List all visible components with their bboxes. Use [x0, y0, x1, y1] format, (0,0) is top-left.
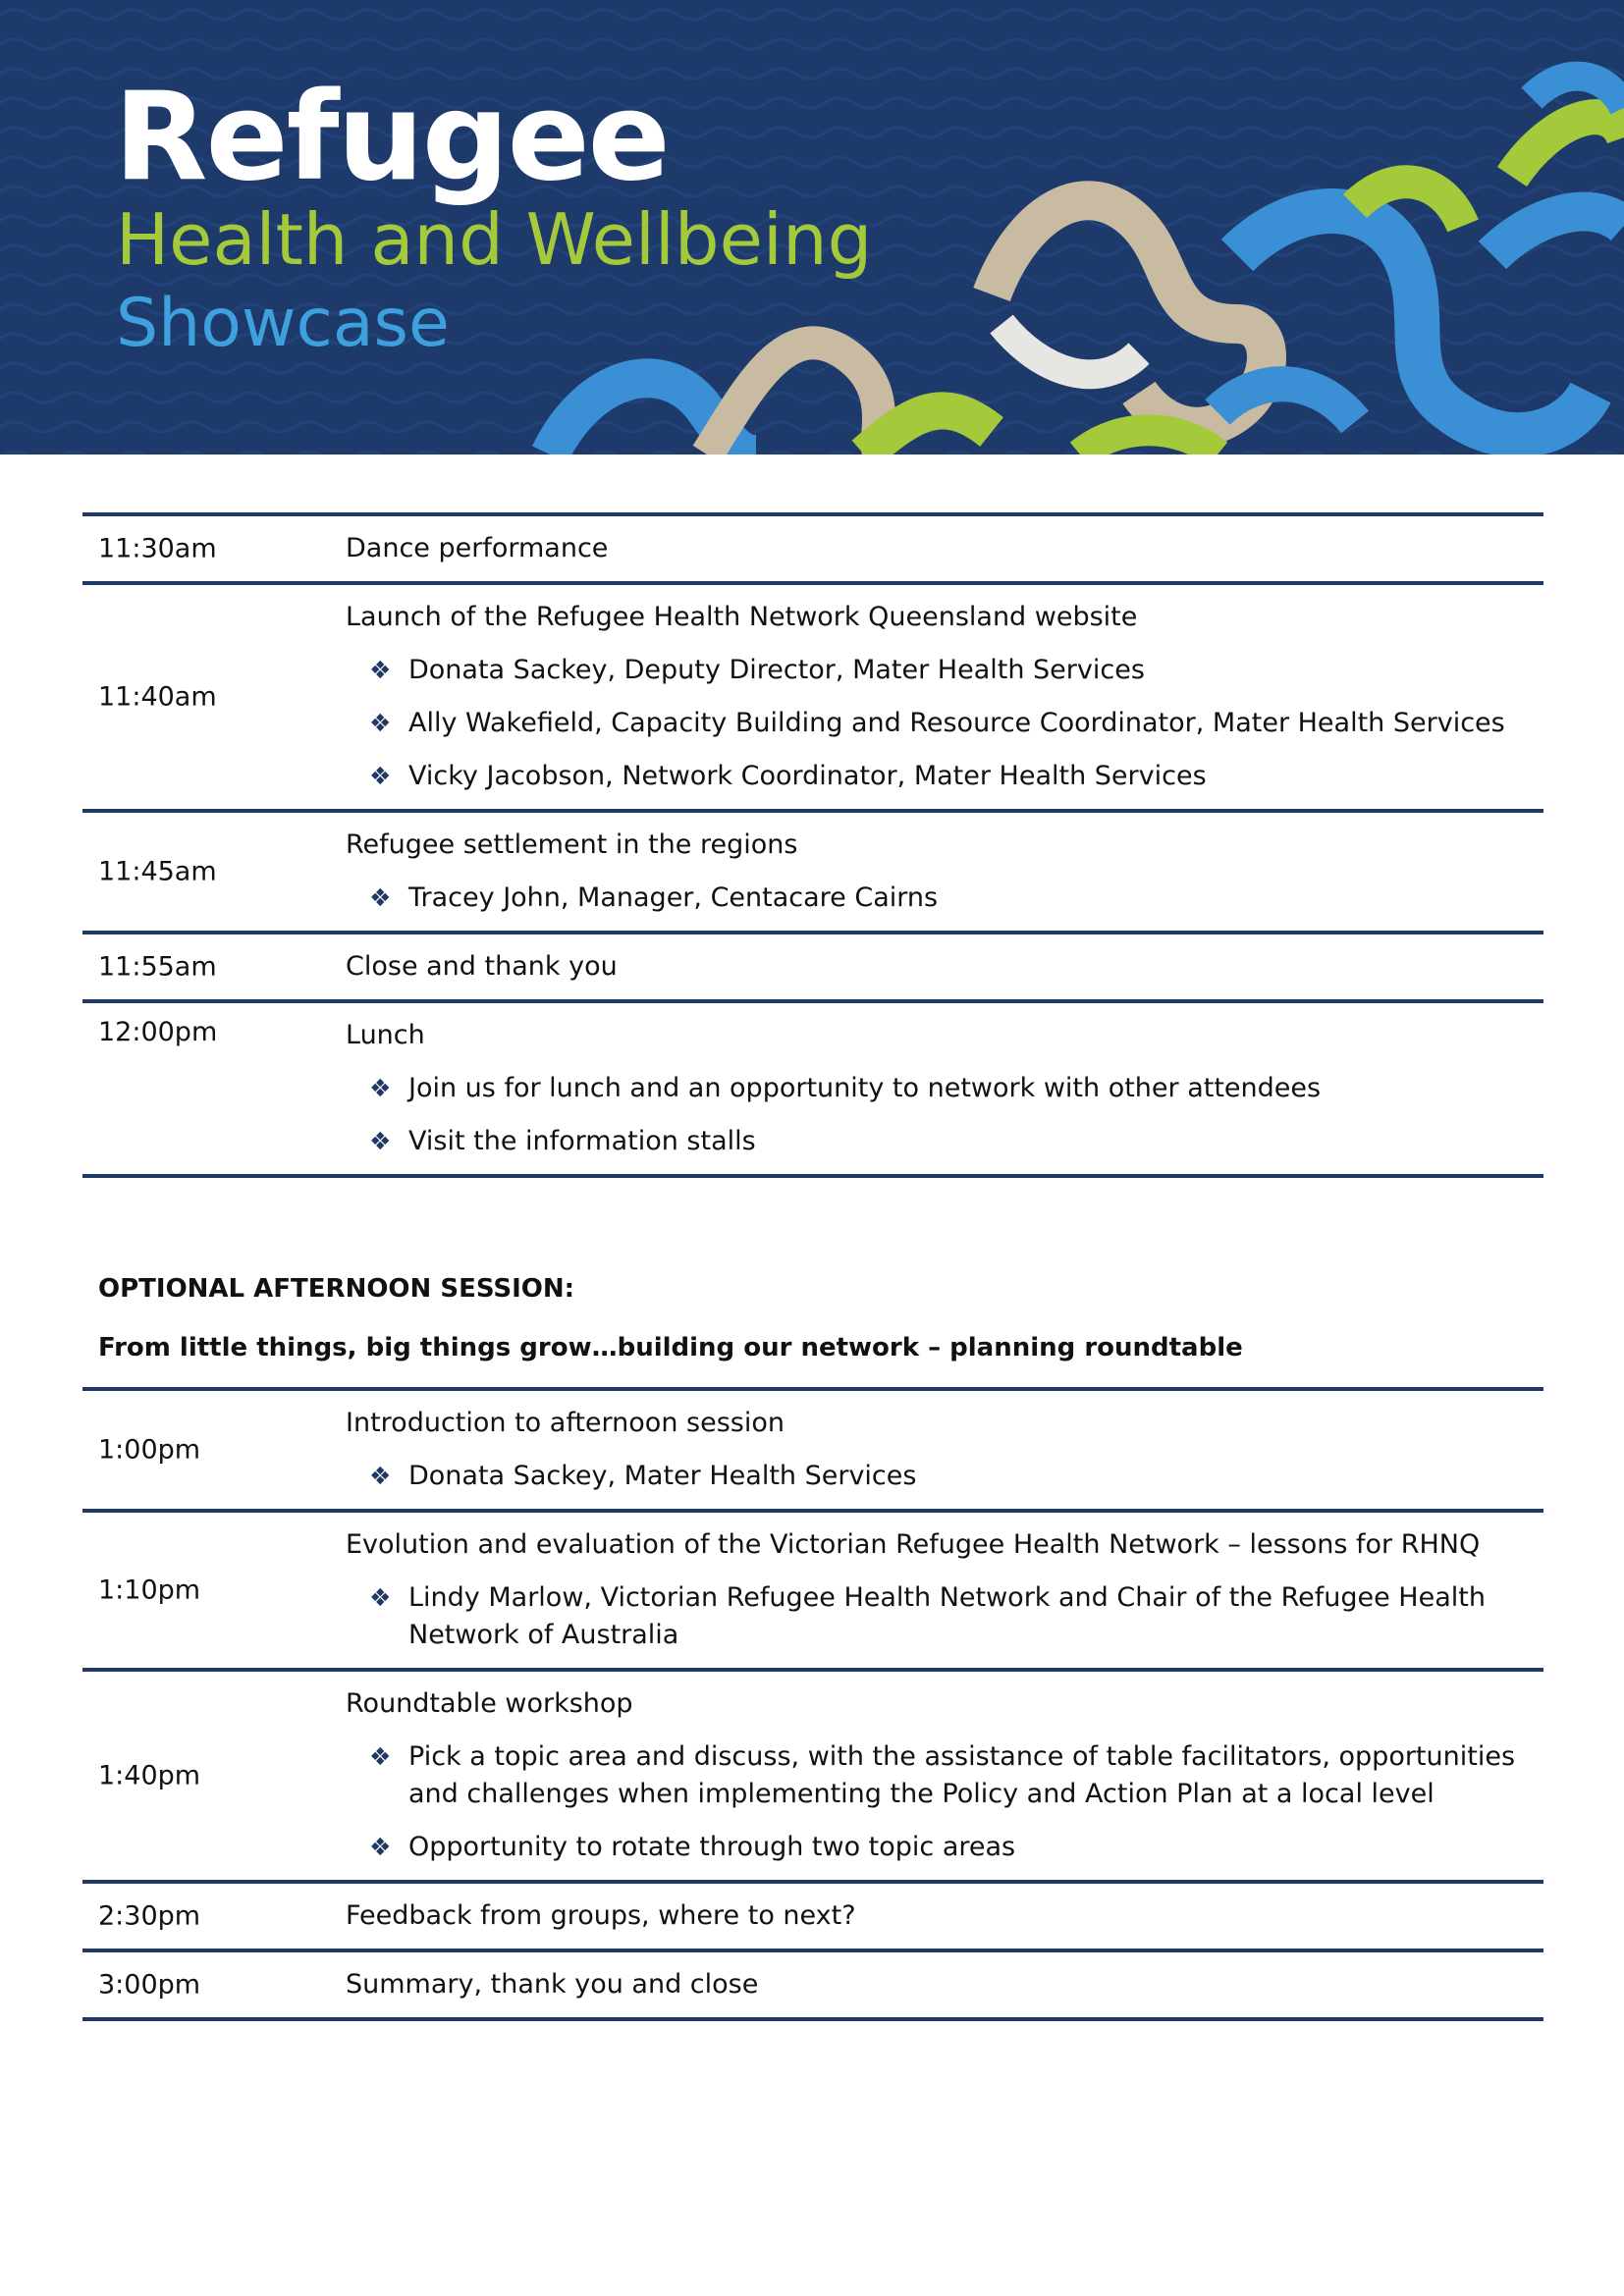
schedule-row	[82, 809, 1543, 931]
row-time: 11:45am	[98, 856, 217, 887]
list-item: ❖ Visit the information stalls	[346, 1123, 1543, 1160]
row-time: 2:30pm	[98, 1900, 201, 1932]
bullet-icon: ❖	[369, 762, 392, 790]
schedule-row	[82, 1880, 1543, 1949]
afternoon-subheading: From little things, big things grow…building our network – planning roundtable	[98, 1333, 1243, 1362]
bullet-icon: ❖	[369, 1742, 392, 1771]
row-title: Roundtable workshop	[346, 1688, 633, 1719]
header-banner	[0, 0, 1624, 454]
row-title: Launch of the Refugee Health Network Queensland website	[346, 602, 1138, 632]
bullet-icon: ❖	[369, 1833, 392, 1861]
row-title: Lunch	[346, 1020, 425, 1050]
row-title: Refugee settlement in the regions	[346, 829, 798, 860]
banner-subtitle-showcase: Showcase	[116, 285, 450, 362]
schedule-row	[82, 999, 1543, 1178]
row-title: Evolution and evaluation of the Victorian Refugee Health Network – lessons for RHNQ	[346, 1529, 1481, 1560]
list-item: ❖ Pick a topic area and discuss, with the assistance of table facilitators, opportunities and challenges when implementing the Policy and Action Plan at a local level	[346, 1738, 1543, 1813]
afternoon-heading: OPTIONAL AFTERNOON SESSION:	[98, 1274, 575, 1304]
row-title: Summary, thank you and close	[346, 1969, 759, 2000]
list-item: ❖ Tracey John, Manager, Centacare Cairns	[346, 880, 1543, 917]
bullet-icon: ❖	[369, 709, 392, 737]
row-time: 1:10pm	[98, 1575, 201, 1606]
bullet-icon: ❖	[369, 1462, 392, 1490]
row-time: 11:55am	[98, 951, 217, 983]
bullet-icon: ❖	[369, 1583, 392, 1612]
row-time: 1:40pm	[98, 1760, 201, 1791]
list-item: ❖ Join us for lunch and an opportunity to network with other attendees	[346, 1070, 1543, 1107]
afternoon-schedule	[82, 1387, 1543, 2021]
schedule-row	[82, 1668, 1543, 1880]
row-title: Close and thank you	[346, 951, 618, 982]
list-item: ❖ Ally Wakefield, Capacity Building and Resource Coordinator, Mater Health Services	[346, 705, 1543, 742]
row-time: 1:00pm	[98, 1434, 201, 1466]
schedule-row	[82, 931, 1543, 999]
row-time: 11:30am	[98, 533, 217, 564]
list-item: ❖ Opportunity to rotate through two topic areas	[346, 1829, 1543, 1866]
schedule-row	[82, 581, 1543, 809]
list-item: ❖ Lindy Marlow, Victorian Refugee Health Network and Chair of the Refugee Health Network of Australia	[346, 1579, 1543, 1654]
bullet-icon: ❖	[369, 1074, 392, 1102]
row-title: Introduction to afternoon session	[346, 1408, 785, 1438]
morning-schedule	[82, 512, 1543, 1178]
banner-title: Refugee	[114, 67, 669, 208]
row-time: 12:00pm	[98, 1017, 218, 1047]
row-title: Feedback from groups, where to next?	[346, 1900, 856, 1931]
list-item: ❖ Donata Sackey, Deputy Director, Mater Health Services	[346, 652, 1543, 689]
list-item: ❖ Donata Sackey, Mater Health Services	[346, 1458, 1543, 1495]
list-item: ❖ Vicky Jacobson, Network Coordinator, Mater Health Services	[346, 758, 1543, 795]
row-title: Dance performance	[346, 533, 609, 563]
schedule-row	[82, 1387, 1543, 1509]
schedule-row	[82, 512, 1543, 581]
schedule-row	[82, 1949, 1543, 2021]
row-time: 3:00pm	[98, 1969, 201, 2001]
bullet-icon: ❖	[369, 1127, 392, 1155]
banner-subtitle: Health and Wellbeing	[116, 198, 873, 281]
bullet-icon: ❖	[369, 656, 392, 684]
bullet-icon: ❖	[369, 883, 392, 912]
row-time: 11:40am	[98, 681, 217, 713]
schedule-row	[82, 1509, 1543, 1668]
